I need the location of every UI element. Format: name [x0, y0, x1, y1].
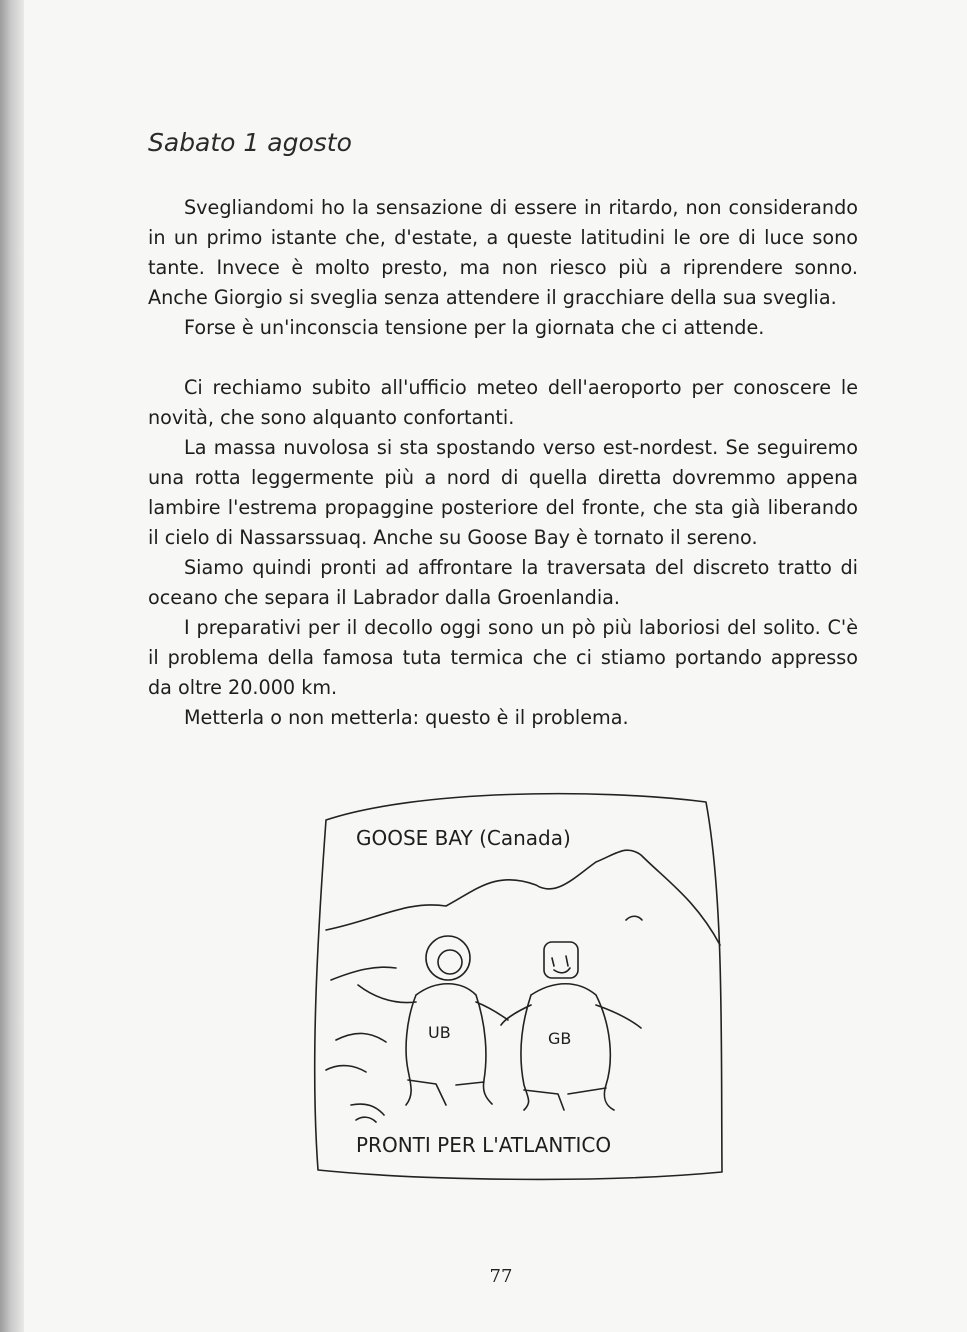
right-figure-label: GB	[548, 1029, 572, 1048]
left-figure-label: UB	[428, 1023, 451, 1042]
page-number: 77	[489, 1266, 513, 1287]
mountain-range	[326, 850, 720, 945]
sketch-detail	[356, 916, 642, 1122]
paragraph-3: Ci rechiamo subito all'ufficio meteo dell'aeroporto per conoscere le novità, che sono alquanto confortanti.	[148, 376, 858, 429]
cartoon-drawing	[296, 780, 736, 1200]
caption-top: GOOSE BAY (Canada)	[356, 826, 571, 850]
caption-bottom: PRONTI PER L'ATLANTICO	[356, 1133, 612, 1157]
body-text	[148, 193, 858, 733]
page-title: Sabato 1 agosto	[148, 128, 352, 157]
paragraph-6: I preparativi per il decollo oggi sono un pò più laboriosi del solito. C'è il problema della famosa tuta termica che ci stiamo portando appresso da oltre 20.000 km.	[148, 616, 858, 699]
ground-lines	[326, 967, 396, 1115]
paragraph-4: La massa nuvolosa si sta spostando verso est-nordest. Se seguiremo una rotta leggermente più a nord di quella diretta dovremmo appena lambire l'estrema propaggine posteriore del fronte, che sta già liberando il cielo di Nassarssuaq. Anche su Goose Bay è tornato il sereno.	[148, 436, 858, 549]
book-binding-shadow	[0, 0, 24, 1332]
paragraph-5: Siamo quindi pronti ad affrontare la traversata del discreto tratto di oceano che separa il Labrador dalla Groenlandia.	[148, 556, 858, 609]
paragraph-7: Metterla o non metterla: questo è il problema.	[184, 706, 629, 729]
cartoon-illustration	[296, 780, 736, 1200]
left-figure-body	[358, 984, 508, 1105]
paragraph-1: Svegliandomi ho la sensazione di essere in ritardo, non considerando in un primo istante che, d'estate, a queste latitudini le ore di luce sono tante. Invece è molto presto, ma non riesco più a riprendere sonno. Anche Giorgio si sveglia senza attendere il gracchiare della sua sveglia.	[148, 196, 858, 309]
paragraph-2: Forse è un'inconscia tensione per la giornata che ci attende.	[184, 316, 765, 339]
